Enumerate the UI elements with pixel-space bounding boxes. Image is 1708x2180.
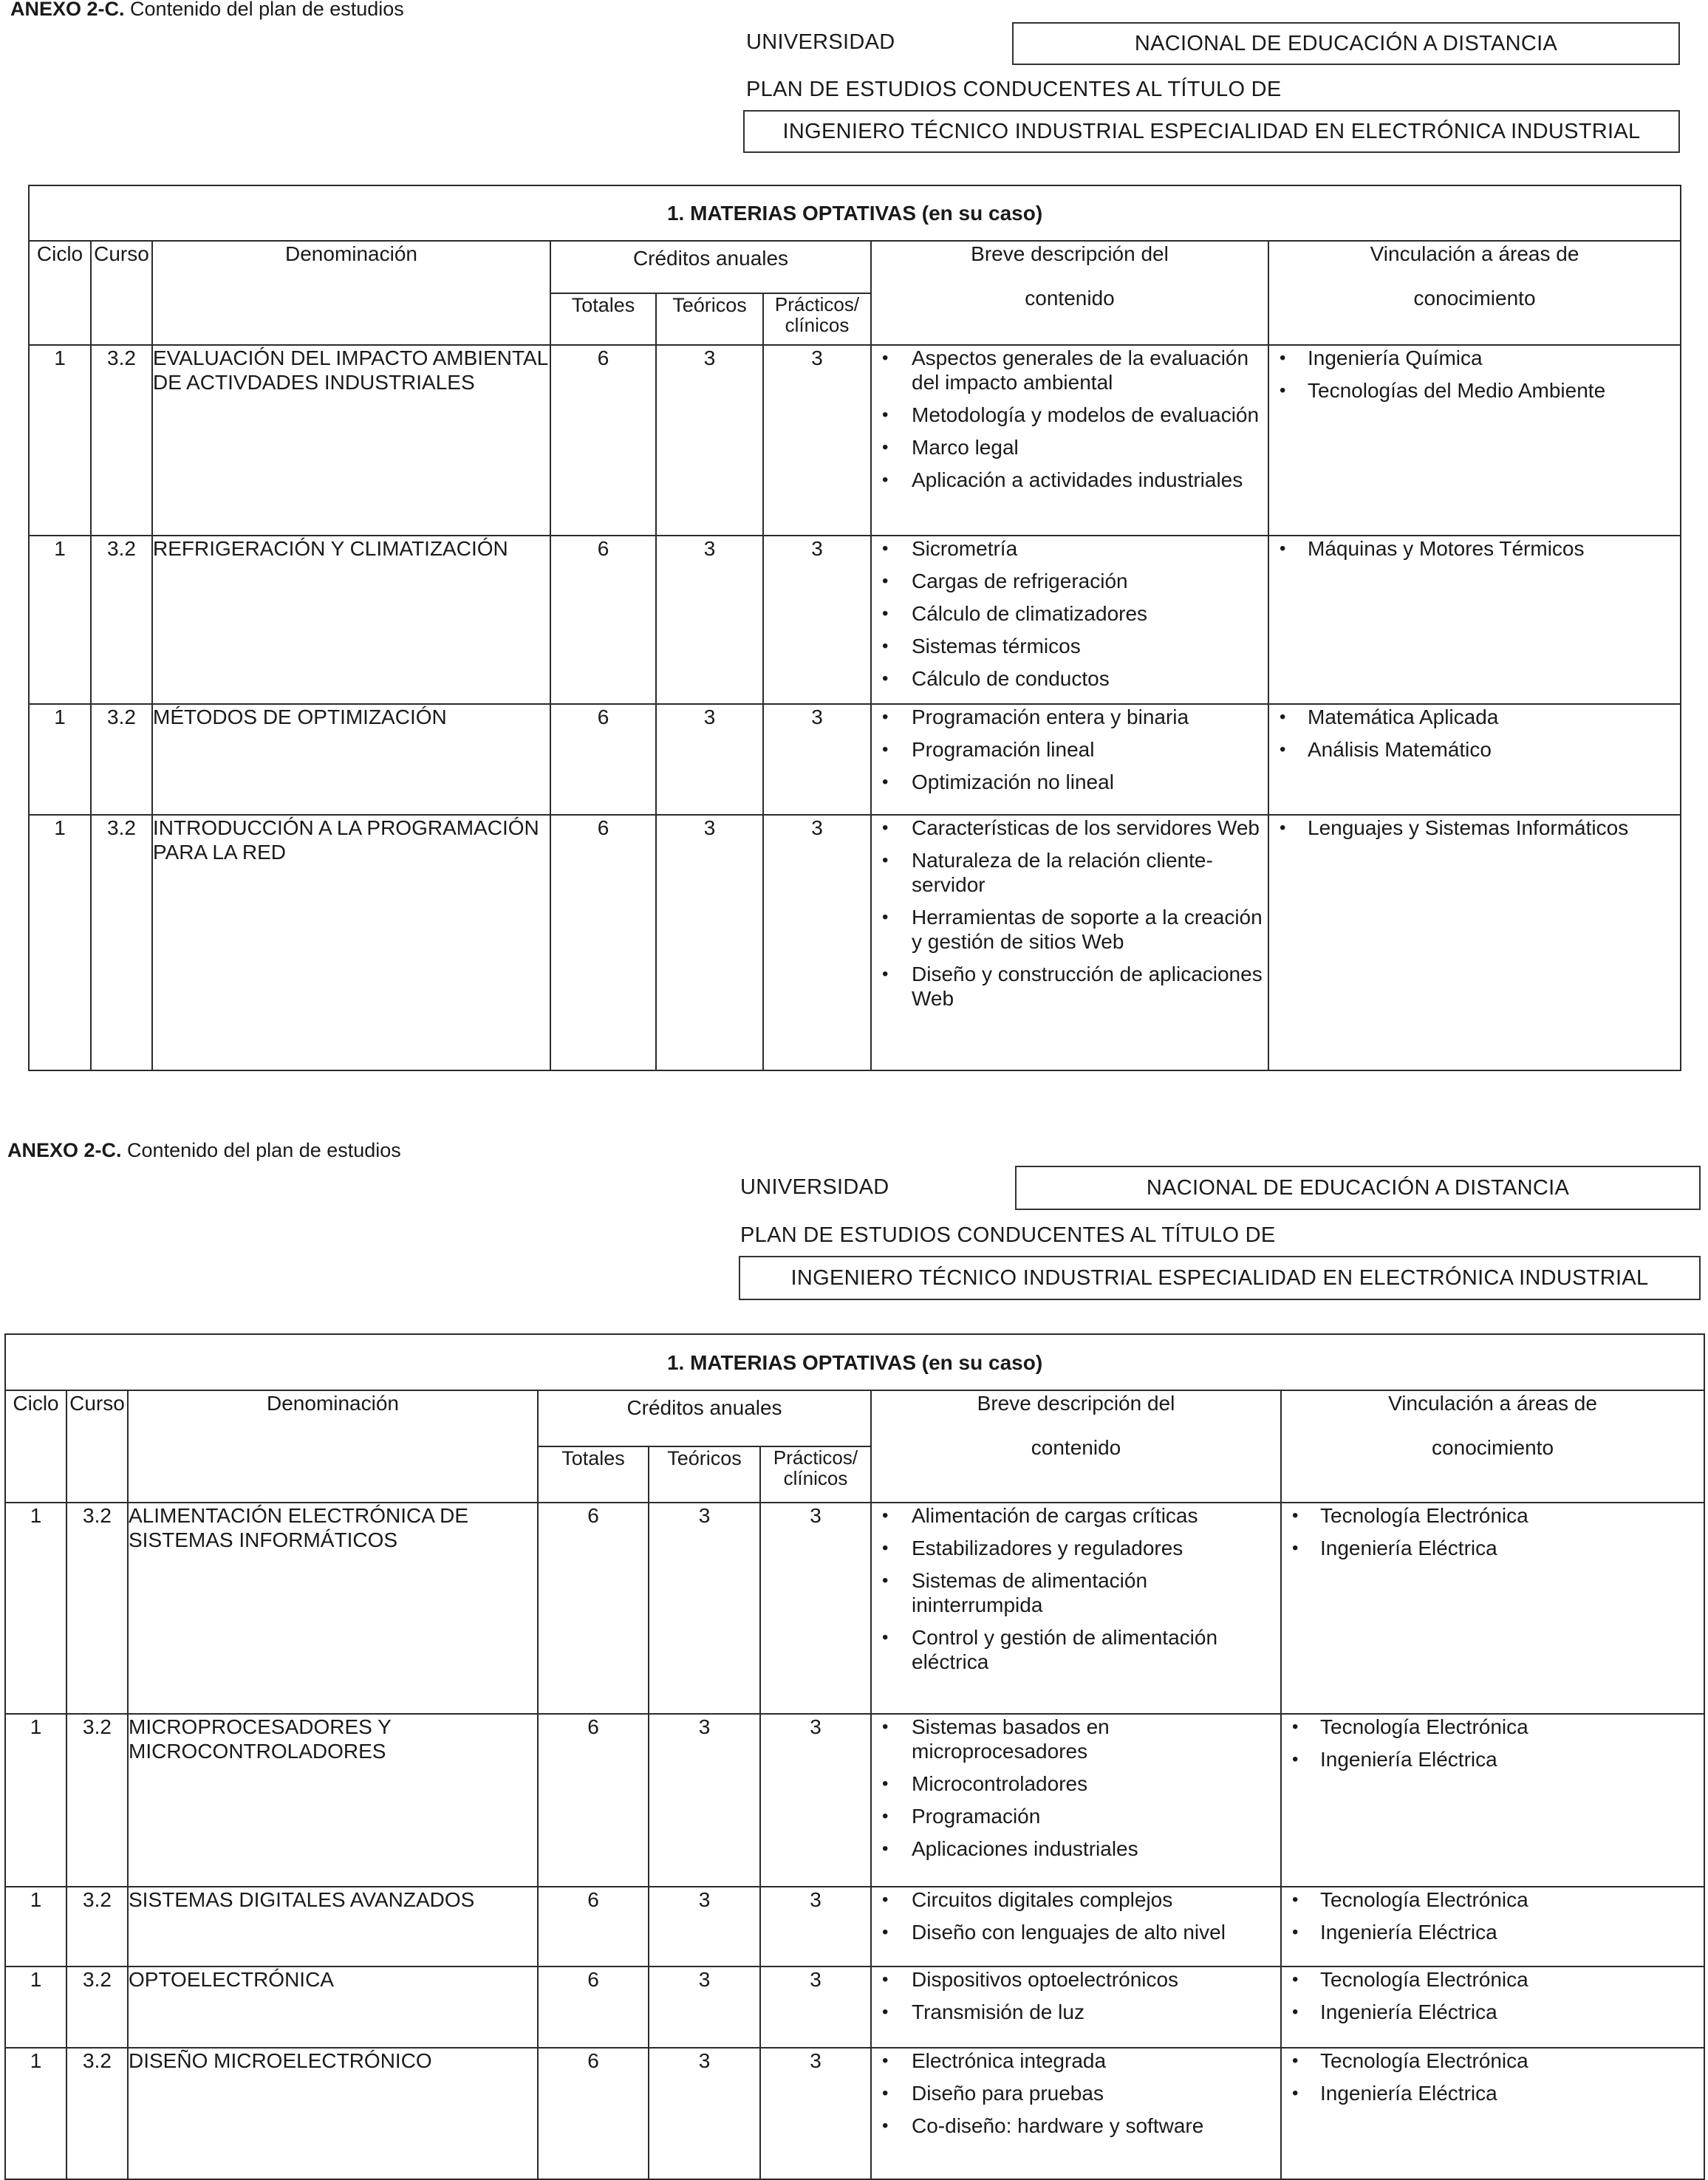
areas-list [1282,1503,1704,1560]
cell-ciclo: 1 [5,1887,66,1967]
areas-list [1282,1715,1704,1771]
list-item: • Ingeniería Eléctrica [1282,2081,1704,2105]
plan-section-2 [0,1138,1708,2180]
plan-label: PLAN DE ESTUDIOS CONDUCENTES AL TÍTULO DE [746,78,1282,101]
areas-list [1282,1967,1704,2024]
cell-totales: 6 [550,345,656,536]
list-item: • Sistemas basados en microprocesadores [872,1715,1280,1763]
cell-teoricos: 3 [649,2048,760,2179]
areas-list [1269,346,1680,403]
list-item: • Ingeniería Eléctrica [1282,1747,1704,1771]
cell-areas [1281,1967,1704,2048]
universidad-label: UNIVERSIDAD [740,1175,889,1199]
header-totales: Totales [538,1446,649,1503]
cell-contenido [871,815,1268,1070]
cell-teoricos: 3 [649,1503,760,1714]
plan-label: PLAN DE ESTUDIOS CONDUCENTES AL TÍTULO DE [740,1223,1276,1247]
cell-areas [1268,704,1681,815]
cell-ciclo: 1 [5,2048,66,2179]
list-item: • Aspectos generales de la evaluación del impacto ambiental [872,346,1268,394]
table-row [5,2048,1704,2179]
header-practicos-line2: clínicos [783,1467,848,1489]
cell-practicos: 3 [763,704,871,815]
list-item: • Características de los servidores Web [872,816,1268,840]
header-teoricos: Teóricos [649,1446,760,1503]
cell-ciclo: 1 [29,345,91,536]
cell-denominacion: ALIMENTACIÓN ELECTRÓNICA DE SISTEMAS INFORMÁTICOS [128,1503,538,1714]
cell-practicos: 3 [763,536,871,704]
cell-ciclo: 1 [5,1503,66,1714]
list-item: • Marco legal [872,435,1268,459]
anexo-text: Contenido del plan de estudios [121,1139,401,1161]
header-vinculacion [1281,1390,1704,1503]
cell-teoricos: 3 [656,536,763,704]
cell-areas [1281,1887,1704,1967]
header-vinculacion-line1: Vinculación a áreas de [1388,1392,1597,1415]
header-descripcion-line1: Breve descripción del [977,1392,1175,1415]
plan-section-1 [0,0,1708,1079]
cell-curso: 3.2 [91,704,152,815]
cell-contenido [871,345,1268,536]
list-item: • Análisis Matemático [1269,737,1680,762]
cell-contenido [871,704,1268,815]
header-practicos [763,293,871,345]
list-item: • Sicrometría [872,536,1268,561]
table-row [29,536,1681,704]
cell-totales: 6 [538,1967,649,2048]
cell-contenido [871,1967,1281,2048]
cell-practicos: 3 [760,1967,871,2048]
header-vinculacion-line2: conocimiento [1432,1436,1554,1459]
header-descripcion-line2: contenido [1031,1436,1121,1459]
cell-ciclo: 1 [29,704,91,815]
list-item: • Sistemas de alimentación ininterrumpida [872,1568,1280,1617]
list-item: • Microcontroladores [872,1771,1280,1796]
contenido-list [872,536,1268,691]
list-item: • Cargas de refrigeración [872,569,1268,593]
list-item: • Tecnología Electrónica [1282,2049,1704,2073]
universidad-label: UNIVERSIDAD [746,30,895,54]
materias-table [28,185,1681,1071]
cell-practicos: 3 [763,345,871,536]
cell-areas [1281,1714,1704,1887]
list-item: • Sistemas térmicos [872,634,1268,658]
list-item: • Aplicación a actividades industriales [872,468,1268,492]
cell-curso: 3.2 [66,1887,128,1967]
header-ciclo: Ciclo [29,241,91,345]
cell-contenido [871,2048,1281,2179]
cell-denominacion: OPTOELECTRÓNICA [128,1967,538,2048]
anexo-label: ANEXO 2-C. [10,0,125,20]
table-row [5,1967,1704,2048]
list-item: • Electrónica integrada [872,2049,1280,2073]
header-vinculacion-line1: Vinculación a áreas de [1370,242,1579,265]
titulo-box: INGENIERO TÉCNICO INDUSTRIAL ESPECIALIDAD EN ELECTRÓNICA INDUSTRIAL [743,110,1680,153]
list-item: • Programación [872,1804,1280,1828]
contenido-list [872,1503,1280,1674]
list-item: • Metodología y modelos de evaluación [872,403,1268,427]
cell-totales: 6 [550,815,656,1070]
header-vinculacion [1268,241,1681,345]
list-item: • Tecnología Electrónica [1282,1967,1704,1992]
cell-totales: 6 [550,536,656,704]
cell-denominacion: EVALUACIÓN DEL IMPACTO AMBIENTAL DE ACTIVDADES INDUSTRIALES [152,345,550,536]
header-descripcion-line1: Breve descripción del [971,242,1169,265]
cell-teoricos: 3 [649,1967,760,2048]
header-practicos [760,1446,871,1503]
header-ciclo: Ciclo [5,1390,66,1503]
cell-practicos: 3 [760,2048,871,2179]
table-row [5,1887,1704,1967]
cell-denominacion: MÉTODOS DE OPTIMIZACIÓN [152,704,550,815]
cell-curso: 3.2 [66,1714,128,1887]
cell-contenido [871,536,1268,704]
cell-practicos: 3 [760,1887,871,1967]
cell-practicos: 3 [763,815,871,1070]
cell-curso: 3.2 [66,1967,128,2048]
table-row [5,1503,1704,1714]
list-item: • Co-diseño: hardware y software [872,2114,1280,2138]
cell-contenido [871,1887,1281,1967]
cell-totales: 6 [538,1503,649,1714]
areas-list [1282,2049,1704,2105]
list-item: • Ingeniería Química [1269,346,1680,370]
list-item: • Ingeniería Eléctrica [1282,1920,1704,1944]
list-item: • Lenguajes y Sistemas Informáticos [1269,816,1680,840]
header-vinculacion-line2: conocimiento [1413,287,1536,310]
contenido-list [872,816,1268,1011]
list-item: • Diseño y construcción de aplicaciones Web [872,962,1268,1011]
cell-denominacion: MICROPROCESADORES Y MICROCONTROLADORES [128,1714,538,1887]
cell-areas [1268,536,1681,704]
list-item: • Cálculo de climatizadores [872,601,1268,626]
table-row [5,1714,1704,1887]
header-descripcion-line2: contenido [1025,287,1115,310]
cell-totales: 6 [538,2048,649,2179]
list-item: • Naturaleza de la relación cliente-servidor [872,848,1268,897]
header-denominacion: Denominación [128,1390,538,1503]
cell-teoricos: 3 [649,1887,760,1967]
list-item: • Control y gestión de alimentación eléctrica [872,1625,1280,1674]
table-row [29,345,1681,536]
cell-teoricos: 3 [656,704,763,815]
cell-ciclo: 1 [5,1714,66,1887]
cell-totales: 6 [538,1714,649,1887]
header-curso: Curso [66,1390,128,1503]
cell-areas [1281,1503,1704,1714]
list-item: • Estabilizadores y reguladores [872,1536,1280,1560]
header-practicos-line1: Prácticos/ [773,1446,858,1469]
cell-curso: 3.2 [66,2048,128,2179]
list-item: • Diseño para pruebas [872,2081,1280,2105]
list-item: • Herramientas de soporte a la creación y gestión de sitios Web [872,905,1268,954]
cell-areas [1268,345,1681,536]
universidad-box: NACIONAL DE EDUCACIÓN A DISTANCIA [1012,22,1680,65]
cell-curso: 3.2 [91,536,152,704]
cell-curso: 3.2 [91,345,152,536]
cell-ciclo: 1 [5,1967,66,2048]
universidad-box: NACIONAL DE EDUCACIÓN A DISTANCIA [1015,1166,1701,1210]
cell-totales: 6 [538,1887,649,1967]
header-descripcion [871,241,1268,345]
list-item: • Máquinas y Motores Térmicos [1269,536,1680,561]
cell-teoricos: 3 [649,1714,760,1887]
cell-denominacion: SISTEMAS DIGITALES AVANZADOS [128,1887,538,1967]
list-item: • Tecnología Electrónica [1282,1715,1704,1739]
cell-ciclo: 1 [29,815,91,1070]
list-item: • Ingeniería Eléctrica [1282,2000,1704,2024]
anexo-heading [10,0,404,19]
header-descripcion [871,1390,1281,1503]
cell-practicos: 3 [760,1714,871,1887]
cell-practicos: 3 [760,1503,871,1714]
contenido-list [872,1967,1280,2024]
cell-contenido [871,1503,1281,1714]
cell-denominacion: REFRIGERACIÓN Y CLIMATIZACIÓN [152,536,550,704]
cell-teoricos: 3 [656,815,763,1070]
header-creditos: Créditos anuales [538,1390,871,1446]
areas-list [1269,705,1680,762]
contenido-list [872,2049,1280,2138]
contenido-list [872,1887,1280,1944]
contenido-list [872,705,1268,794]
list-item: • Alimentación de cargas críticas [872,1503,1280,1528]
cell-totales: 6 [550,704,656,815]
list-item: • Ingeniería Eléctrica [1282,1536,1704,1560]
anexo-label: ANEXO 2-C. [7,1139,122,1161]
list-item: • Matemática Aplicada [1269,705,1680,729]
table-title: 1. MATERIAS OPTATIVAS (en su caso) [29,185,1681,241]
list-item: • Transmisión de luz [872,2000,1280,2024]
cell-denominacion: INTRODUCCIÓN A LA PROGRAMACIÓN PARA LA RED [152,815,550,1070]
list-item: • Diseño con lenguajes de alto nivel [872,1920,1280,1944]
header-practicos-line1: Prácticos/ [774,293,860,315]
cell-curso: 3.2 [91,815,152,1070]
list-item: • Cálculo de conductos [872,666,1268,691]
materias-table [4,1333,1705,2180]
areas-list [1282,1887,1704,1944]
list-item: • Tecnología Electrónica [1282,1503,1704,1528]
table-row [29,704,1681,815]
list-item: • Programación lineal [872,737,1268,762]
areas-list [1269,536,1680,561]
list-item: • Tecnología Electrónica [1282,1887,1704,1912]
contenido-list [872,346,1268,492]
cell-ciclo: 1 [29,536,91,704]
header-curso: Curso [91,241,152,345]
header-denominacion: Denominación [152,241,550,345]
cell-areas [1268,815,1681,1070]
table-row [29,815,1681,1070]
areas-list [1269,816,1680,840]
header-practicos-line2: clínicos [785,314,850,336]
header-creditos: Créditos anuales [550,241,871,293]
cell-contenido [871,1714,1281,1887]
contenido-list [872,1715,1280,1861]
cell-areas [1281,2048,1704,2179]
list-item: • Tecnologías del Medio Ambiente [1269,378,1680,403]
cell-teoricos: 3 [656,345,763,536]
list-item: • Dispositivos optoelectrónicos [872,1967,1280,1992]
list-item: • Optimización no lineal [872,770,1268,794]
cell-curso: 3.2 [66,1503,128,1714]
header-teoricos: Teóricos [656,293,763,345]
cell-denominacion: DISEÑO MICROELECTRÓNICO [128,2048,538,2179]
header-totales: Totales [550,293,656,345]
list-item: • Aplicaciones industriales [872,1836,1280,1861]
list-item: • Programación entera y binaria [872,705,1268,729]
anexo-text: Contenido del plan de estudios [124,0,404,20]
anexo-heading [7,1141,401,1161]
table-title: 1. MATERIAS OPTATIVAS (en su caso) [5,1334,1704,1390]
list-item: • Circuitos digitales complejos [872,1887,1280,1912]
titulo-box: INGENIERO TÉCNICO INDUSTRIAL ESPECIALIDAD EN ELECTRÓNICA INDUSTRIAL [739,1256,1701,1300]
